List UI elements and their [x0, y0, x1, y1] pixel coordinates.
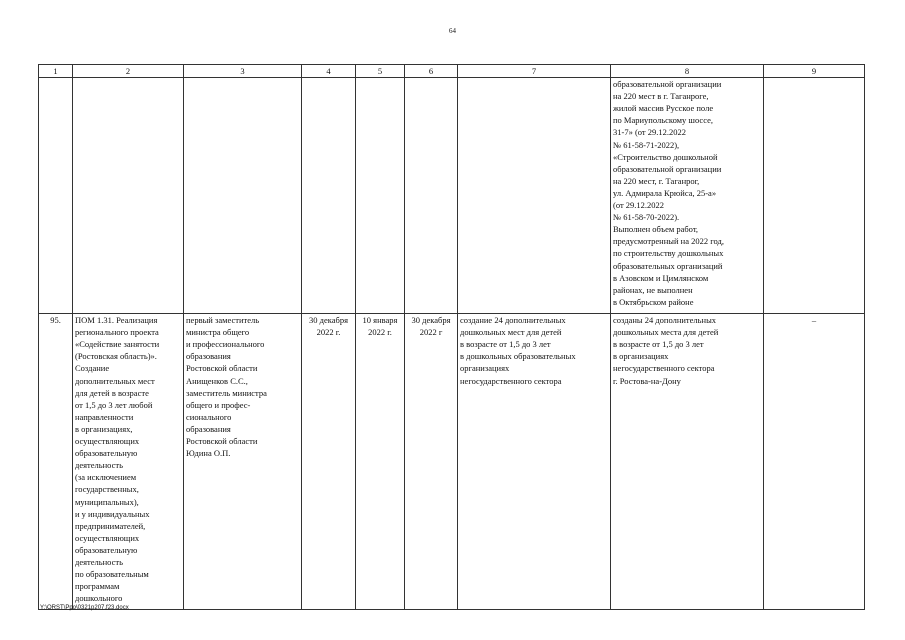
text-line: образовательную [75, 544, 138, 555]
text-line: (от 29.12.2022 [613, 200, 665, 211]
text-line: предпринимателей, [75, 520, 146, 531]
responsible-cell [184, 314, 302, 610]
text-line: Ростовской области [186, 436, 258, 447]
text-line: образовательных организаций [613, 260, 723, 271]
text-line: 10 января [362, 315, 398, 326]
cell-empty [356, 78, 405, 314]
cell-empty [458, 78, 611, 314]
text-line: 2022 г. [368, 327, 392, 338]
column-number: 8 [611, 65, 764, 78]
planned-date-cell [302, 314, 356, 610]
text-line: общего и профес- [186, 399, 251, 410]
text-line: деятельность [75, 460, 123, 471]
text-line: жилой массив Русское поле [613, 103, 714, 114]
cell-empty [764, 78, 865, 314]
text-line: на 220 мест, г. Таганрог, [613, 175, 700, 186]
column-number-row [39, 65, 865, 78]
text-line: программам [75, 581, 120, 592]
text-line: в организациях [613, 351, 669, 362]
column-number: 6 [405, 65, 458, 78]
text-line: г. Ростова-на-Дону [613, 375, 681, 386]
text-line: № 61-58-71-2022), [613, 139, 680, 150]
text-line: (Ростовская область)». [75, 351, 157, 362]
text-line: в Азовском и Цимлянском [613, 272, 709, 283]
notes-cell: – [764, 314, 865, 610]
text-line: Выполнен объем работ, [613, 224, 699, 235]
text-line: Создание [75, 363, 110, 374]
text-line: сионального [186, 411, 232, 422]
report-table [38, 64, 865, 610]
table-row [39, 314, 865, 610]
column-number: 1 [39, 65, 73, 78]
text-line: в возрасте от 1,5 до 3 лет [460, 339, 551, 350]
text-line: дошкольных места для детей [613, 327, 719, 338]
text-line: негосударственного сектора [613, 363, 715, 374]
text-line: создание 24 дополнительных [460, 315, 566, 326]
text-line: образовательную [75, 448, 138, 459]
text-line: образования [186, 423, 231, 434]
expected-result-cell [458, 314, 611, 610]
text-line: 2022 г [419, 327, 443, 338]
text-line: по Мариупольскому шоссе, [613, 115, 713, 126]
cell-empty [302, 78, 356, 314]
cell-empty [405, 78, 458, 314]
column-number: 3 [184, 65, 302, 78]
text-line: на 220 мест в г. Таганроге, [613, 91, 709, 102]
text-line: министра общего [186, 327, 250, 338]
column-number: 5 [356, 65, 405, 78]
text-line: в организациях, [75, 423, 133, 434]
text-line: «Строительство дошкольной [613, 151, 718, 162]
text-line: по образовательным [75, 569, 149, 580]
text-line: 2022 г. [316, 327, 341, 338]
text-line: Анищенков С.С., [186, 375, 248, 386]
actual-result-cell [611, 314, 764, 610]
column-number: 2 [73, 65, 184, 78]
text-line: деятельность [75, 556, 123, 567]
text-line: по строительству дошкольных [613, 248, 724, 259]
continuation-row [39, 78, 865, 314]
text-line: от 1,5 до 3 лет любой [75, 399, 153, 410]
text-line: осуществляющих [75, 532, 140, 543]
text-line: районах, не выполнен [613, 284, 693, 295]
row-number: 95. [39, 314, 73, 610]
text-line: в Октябрьском районе [613, 296, 694, 307]
text-line: № 61-58-70-2022). [613, 212, 680, 223]
text-line: организациях [460, 363, 510, 374]
text-line: дошкольного [75, 593, 123, 604]
text-line: образовательной организации [613, 163, 722, 174]
text-line: ул. Адмирала Крюйса, 25-а» [613, 187, 717, 198]
column-number: 9 [764, 65, 865, 78]
text-line: Юдина О.П. [186, 448, 231, 459]
text-line: дошкольных мест для детей [460, 327, 562, 338]
text-line: Ростовской области [186, 363, 258, 374]
text-line: образовательной организации [613, 79, 722, 90]
text-line: и профессионального [186, 339, 265, 350]
text-line: предусмотренный на 2022 год, [613, 236, 724, 247]
text-line: для детей в возрасте [75, 387, 149, 398]
text-line: «Содействие занятости [75, 339, 160, 350]
text-line: государственных, [75, 484, 139, 495]
text-line: 31-7» (от 29.12.2022 [613, 127, 687, 138]
text-line: образования [186, 351, 231, 362]
text-line: ПОМ 1.31. Реализация [75, 315, 158, 326]
column-number: 7 [458, 65, 611, 78]
text-line: и у индивидуальных [75, 508, 150, 519]
text-line: осуществляющих [75, 436, 140, 447]
start-date-cell [356, 314, 405, 610]
text-line: в дошкольных образовательных [460, 351, 576, 362]
text-line: муниципальных), [75, 496, 139, 507]
text-line: (за исключением [75, 472, 137, 483]
text-line: заместитель министра [186, 387, 267, 398]
event-name-cell [73, 314, 184, 610]
text-line: направленности [75, 411, 134, 422]
file-path-footer: Y:\ORST\Ppo\0321p207.f23.docx [40, 605, 129, 611]
column-number: 4 [302, 65, 356, 78]
text-line: регионального проекта [75, 327, 159, 338]
end-date-cell [405, 314, 458, 610]
text-line: негосударственного сектора [460, 375, 562, 386]
text-line: созданы 24 дополнительных [613, 315, 717, 326]
cell-empty [39, 78, 73, 314]
text-line: 30 декабря [309, 315, 348, 326]
text-line: дополнительных мест [75, 375, 155, 386]
page-number: 64 [449, 27, 456, 35]
text-line: в возрасте от 1,5 до 3 лет [613, 339, 704, 350]
text-line: первый заместитель [186, 315, 260, 326]
cell-empty [184, 78, 302, 314]
continuation-result-cell [611, 78, 764, 314]
text-line: 30 декабря [411, 315, 451, 326]
cell-empty [73, 78, 184, 314]
